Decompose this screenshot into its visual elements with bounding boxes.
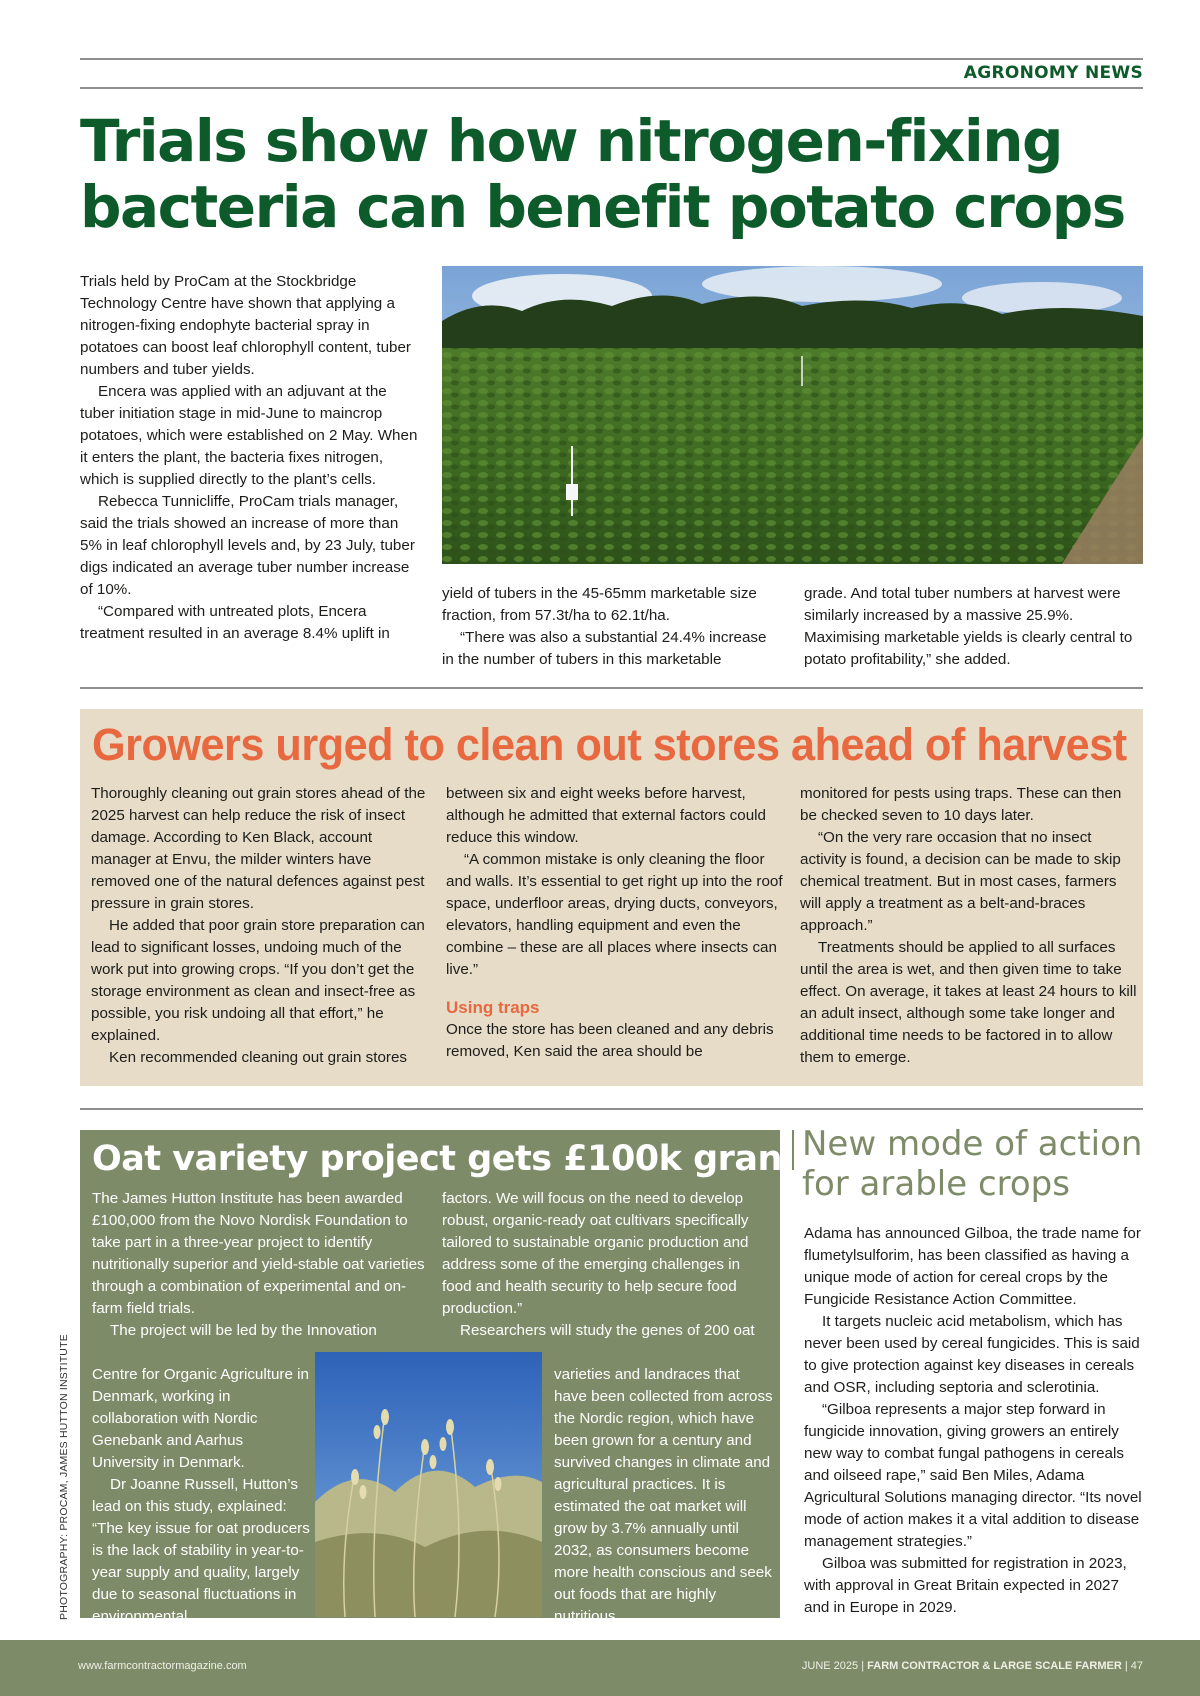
article2-paragraph: Ken recommended cleaning out grain stores <box>109 1049 408 1066</box>
article2-paragraph: Once the store has been cleaned and any debris removed, Ken said the area should be <box>446 1021 774 1060</box>
article3-col2-bottom <box>554 1364 774 1628</box>
article2-headline: Growers urged to clean out stores ahead of harvest <box>92 719 1127 770</box>
page-footer <box>0 1640 1200 1696</box>
footer-date: JUNE 2025 | <box>801 1660 865 1672</box>
article1-paragraph: “Compared with untreated plots, Encera treatment resulted in an average 8.4% uplift in <box>80 603 390 642</box>
article1-paragraph: Rebecca Tunnicliffe, ProCam trials manager, said the trials showed an increase of more than 5% in leaf chlorophyll levels and, by 23 July, tuber digs indicated an average tuber number increase of 10%. <box>80 493 415 598</box>
top-rule <box>80 58 1143 60</box>
article2-paragraph: “On the very rare occasion that no insect activity is found, a decision can be made to skip chemical treatment. But in most cases, farmers will apply a treatment as a belt-and-braces approach.” <box>800 829 1121 934</box>
article2-paragraph: He added that poor grain store preparation can lead to significant losses, undoing much of the work put into growing crops. “If you don’t get the storage environment as clean and insect-free as possible, you risk undoing all that effort,” he explained. <box>91 917 425 1044</box>
article1-paragraph: Encera was applied with an adjuvant at the tuber initiation stage in mid-June to maincrop potatoes, which were established on 2 May. When it enters the plant, the bacteria fixes nitrogen, which is supplied directly to the plant’s cells. <box>80 383 418 488</box>
article2-box <box>80 709 1143 1086</box>
article2-paragraph: monitored for pests using traps. These can then be checked seven to 10 days later. <box>800 785 1122 824</box>
article3-col2-top <box>442 1188 772 1342</box>
using-traps-subhead: Using traps <box>446 998 540 1017</box>
article2-paragraph: Thoroughly cleaning out grain stores ahead of the 2025 harvest can help reduce the risk of insect damage. According to Ken Black, account manager at Envu, the milder winters have removed one of the natural defences against pest pressure in grain stores. <box>91 785 426 912</box>
article2-col1 <box>91 783 428 1069</box>
photo-credit: PHOTOGRAPHY: PROCAM, JAMES HUTTON INSTITUTE <box>58 1334 70 1620</box>
potato-field-photo <box>442 266 1143 564</box>
article3-paragraph: factors. We will focus on the need to develop robust, organic-ready oat cultivars specifically tailored to sustainable organic production and address some of the emerging challenges in food and health security to help secure food production.” <box>442 1190 749 1317</box>
article1-col2 <box>442 583 782 671</box>
section-rule <box>80 687 1143 689</box>
article3-paragraph: The James Hutton Institute has been awarded £100,000 from the Novo Nordisk Foundation to take part in a three-year project to identify nutritionally superior and yield-stable oat varieties through a combination of experimental and on-farm field trials. <box>92 1190 425 1317</box>
footer-magazine: FARM CONTRACTOR & LARGE SCALE FARMER <box>867 1660 1122 1672</box>
article2-col2 <box>446 783 783 1063</box>
article4-paragraph: It targets nucleic acid metabolism, which has never been used by cereal fungicides. This is said to give protection against key diseases in cereals and OSR, including septoria and sclerotinia. <box>804 1313 1140 1396</box>
article1-col1 <box>80 271 418 645</box>
footer-url[interactable]: www.farmcontractormagazine.com <box>78 1660 247 1672</box>
article1-paragraph: grade. And total tuber numbers at harvest were similarly increased by a massive 25.9%. Maximising marketable yields is clearly central to potato profitability,” she added. <box>804 585 1133 668</box>
footer-issue <box>802 1660 1143 1672</box>
article2-paragraph: between six and eight weeks before harvest, although he admitted that external factors could reduce this window. <box>446 785 766 846</box>
article3-paragraph: Dr Joanne Russell, Hutton’s lead on this study, explained: “The key issue for oat producers is the lack of stability in year-to-year supply and quality, largely due to seasonal fluctuations in environmental <box>92 1476 310 1625</box>
article4-accent-line <box>792 1130 794 1170</box>
article4-headline: New mode of action for arable crops <box>802 1124 1143 1204</box>
article3-headline: Oat variety project gets £100k grant <box>92 1139 799 1179</box>
article2-paragraph: Treatments should be applied to all surfaces until the area is wet, and then given time to take effect. On average, it takes at least 24 hours to kill an adult insect, although some take longer and additional time needs to be factored in to allow them to emerge. <box>800 939 1137 1066</box>
article3-col1-top <box>92 1188 426 1342</box>
section-rule <box>80 1108 1143 1110</box>
article1-headline: Trials show how nitrogen-fixing bacteria can benefit potato crops <box>80 107 1125 241</box>
article4-paragraph: Adama has announced Gilboa, the trade name for flumetylsulforim, has been classified as having a unique mode of action for cereal crops by the Fungicide Resistance Action Committee. <box>804 1225 1141 1308</box>
oat-plants-photo <box>315 1352 542 1617</box>
article1-paragraph: Trials held by ProCam at the Stockbridge Technology Centre have shown that applying a nitrogen-fixing endophyte bacterial spray in potatoes can boost leaf chlorophyll content, tuber numbers and tuber yields. <box>80 273 411 378</box>
article4-paragraph: “Gilboa represents a major step forward in fungicide innovation, giving growers an entirely new way to combat fungal pathogens in cereals and oilseed rape,” said Ben Miles, Adama Agricultural Solutions managing director. “Its novel mode of action makes it a vital addition to disease management strategies.” <box>804 1401 1142 1550</box>
article3-paragraph: Centre for Organic Agriculture in Denmark, working in collaboration with Nordic Genebank and Aarhus University in Denmark. <box>92 1366 309 1471</box>
article4-paragraph: Gilboa was submitted for registration in 2023, with approval in Great Britain expected in 2027 and in Europe in 2029. <box>804 1555 1127 1616</box>
article3-paragraph: The project will be led by the Innovation <box>110 1322 377 1339</box>
article1-paragraph: “There was also a substantial 24.4% increase in the number of tubers in this marketable <box>442 629 767 668</box>
article3-paragraph: varieties and landraces that have been collected from across the Nordic region, which have been grown for a century and survived changes in climate and agricultural practices. It is estimated the oat market will grow by 3.7% annually until 2032, as consumers become more health conscious and seek out foods that are highly nutritious. <box>554 1366 773 1625</box>
section-tag: AGRONOMY NEWS <box>963 63 1143 83</box>
article1-paragraph: yield of tubers in the 45-65mm marketable size fraction, from 57.3t/ha to 62.1t/ha. <box>442 585 757 624</box>
article3-col1-bottom <box>92 1364 314 1628</box>
article4-body <box>804 1223 1146 1619</box>
article2-paragraph: “A common mistake is only cleaning the floor and walls. It’s essential to get right up into the roof space, underfloor areas, drying ducts, conveyors, elevators, handling equipment and even the combine – these are all places where insects can live.” <box>446 851 783 978</box>
article3-paragraph: Researchers will study the genes of 200 oat <box>460 1322 755 1339</box>
article1-col3 <box>804 583 1146 671</box>
footer-page-number: | 47 <box>1124 1660 1143 1672</box>
tag-rule <box>80 87 1143 89</box>
article2-col3 <box>800 783 1137 1069</box>
